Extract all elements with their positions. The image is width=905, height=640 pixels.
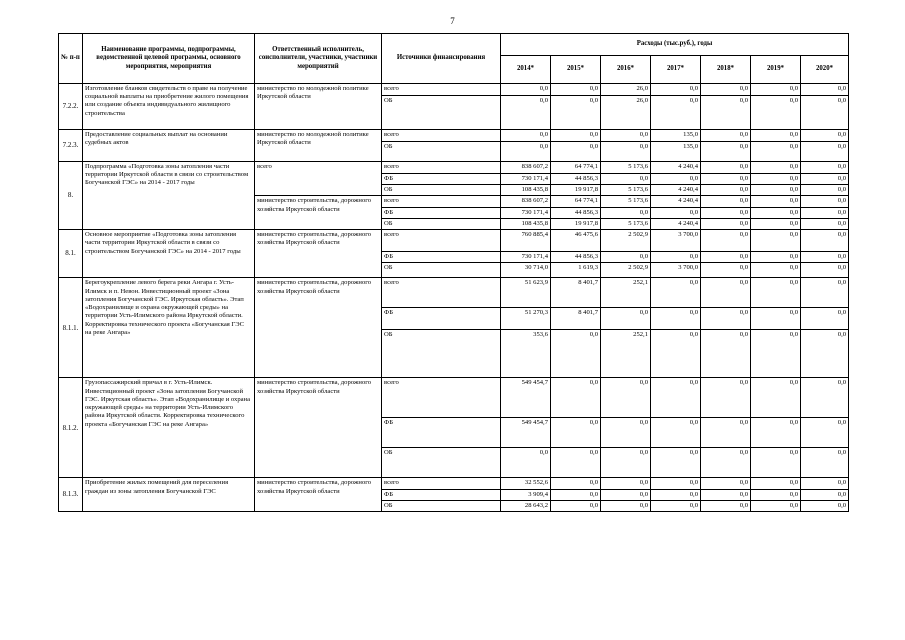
header-year: 2014* [501, 56, 551, 84]
row-value: 0,0 [551, 84, 601, 96]
row-value: 0,0 [751, 308, 801, 330]
row-value: 0,0 [601, 418, 651, 448]
row-value: 730 171,4 [501, 174, 551, 185]
row-source: всего [382, 478, 501, 489]
row-value: 0,0 [801, 263, 849, 278]
row-name: Основное мероприятие «Подготовка зоны затопления части территории Иркутской области в связи со строительством Богучанской ГЭС» на 2014 - 2017 годы [83, 230, 255, 278]
row-value: 0,0 [801, 500, 849, 511]
row-value: 0,0 [801, 252, 849, 263]
row-value: 0,0 [601, 207, 651, 218]
row-executor: министерство по молодежной политике Иркутской области [255, 130, 382, 162]
row-value: 0,0 [651, 252, 701, 263]
row-value: 0,0 [751, 174, 801, 185]
row-value: 0,0 [701, 308, 751, 330]
row-value: 0,0 [701, 489, 751, 500]
row-value: 0,0 [601, 478, 651, 489]
row-value: 0,0 [551, 142, 601, 162]
table-row [59, 84, 849, 96]
row-value: 0,0 [601, 174, 651, 185]
row-source: ФБ [382, 489, 501, 500]
row-value: 0,0 [701, 130, 751, 142]
row-number: 8.1. [59, 230, 83, 278]
row-value: 549 454,7 [501, 418, 551, 448]
row-value: 5 173,6 [601, 196, 651, 207]
row-number: 7.2.3. [59, 130, 83, 162]
row-value: 760 885,4 [501, 230, 551, 252]
row-value: 0,0 [801, 84, 849, 96]
row-value: 0,0 [701, 252, 751, 263]
row-source: всего [382, 84, 501, 96]
row-value: 2 502,9 [601, 230, 651, 252]
row-value: 0,0 [551, 96, 601, 130]
row-value: 0,0 [651, 96, 701, 130]
row-value: 0,0 [701, 418, 751, 448]
row-value: 0,0 [551, 130, 601, 142]
row-source: ФБ [382, 418, 501, 448]
row-value: 5 173,6 [601, 218, 651, 229]
row-value: 730 171,4 [501, 252, 551, 263]
row-value: 19 917,8 [551, 185, 601, 196]
row-name: Подпрограмма «Подготовка зоны затопления части территории Иркутской области в связи со строительством Богучанской ГЭС» на 2014 - 2017 годы [83, 162, 255, 230]
row-value: 0,0 [551, 489, 601, 500]
row-source: ОБ [382, 142, 501, 162]
table-row [59, 378, 849, 418]
row-value: 0,0 [601, 308, 651, 330]
row-value: 0,0 [801, 130, 849, 142]
row-value: 0,0 [601, 489, 651, 500]
row-value: 0,0 [551, 330, 601, 378]
row-value: 51 270,3 [501, 308, 551, 330]
row-value: 0,0 [651, 330, 701, 378]
row-value: 0,0 [651, 308, 701, 330]
row-value: 0,0 [701, 278, 751, 308]
header-num: № п-п [59, 34, 83, 84]
row-value: 135,0 [651, 130, 701, 142]
row-value: 51 623,9 [501, 278, 551, 308]
row-value: 5 173,6 [601, 185, 651, 196]
row-value: 46 475,6 [551, 230, 601, 252]
row-value: 838 607,2 [501, 196, 551, 207]
header-year: 2019* [751, 56, 801, 84]
row-value: 0,0 [651, 478, 701, 489]
row-value: 0,0 [551, 418, 601, 448]
row-value: 28 643,2 [501, 500, 551, 511]
row-value: 44 856,3 [551, 252, 601, 263]
row-value: 3 909,4 [501, 489, 551, 500]
row-value: 108 435,8 [501, 218, 551, 229]
row-value: 0,0 [751, 278, 801, 308]
row-value: 0,0 [701, 500, 751, 511]
row-value: 0,0 [651, 84, 701, 96]
row-value: 0,0 [651, 489, 701, 500]
row-value: 0,0 [751, 378, 801, 418]
row-value: 0,0 [601, 500, 651, 511]
row-value: 0,0 [651, 207, 701, 218]
row-value: 0,0 [701, 185, 751, 196]
row-value: 0,0 [501, 84, 551, 96]
row-value: 44 856,3 [551, 207, 601, 218]
row-number: 8.1.1. [59, 278, 83, 378]
row-value: 0,0 [751, 185, 801, 196]
row-value: 2 502,9 [601, 263, 651, 278]
row-value: 0,0 [801, 142, 849, 162]
header-year: 2017* [651, 56, 701, 84]
row-source: ФБ [382, 252, 501, 263]
row-value: 0,0 [751, 162, 801, 174]
row-value: 0,0 [701, 230, 751, 252]
row-number: 8.1.2. [59, 378, 83, 478]
row-value: 0,0 [601, 130, 651, 142]
header-source: Источники финансирования [382, 34, 501, 84]
row-value: 4 240,4 [651, 218, 701, 229]
row-value: 0,0 [701, 218, 751, 229]
row-value: 0,0 [551, 378, 601, 418]
row-value: 8 401,7 [551, 278, 601, 308]
row-value: 0,0 [801, 218, 849, 229]
row-value: 0,0 [501, 96, 551, 130]
row-value: 1 619,3 [551, 263, 601, 278]
row-value: 0,0 [801, 308, 849, 330]
row-source: всего [382, 230, 501, 252]
row-value: 0,0 [801, 96, 849, 130]
row-executor: всего [255, 162, 382, 196]
header-executor: Ответственный исполнитель, соисполнители, участники, участники мероприятий [255, 34, 382, 84]
row-value: 0,0 [701, 330, 751, 378]
row-value: 0,0 [751, 96, 801, 130]
row-value: 5 173,6 [601, 162, 651, 174]
row-value: 0,0 [701, 84, 751, 96]
row-value: 30 714,0 [501, 263, 551, 278]
row-executor: министерство по молодежной политике Иркутской области [255, 84, 382, 130]
row-value: 64 774,1 [551, 162, 601, 174]
header-expenses: Расходы (тыс.руб.), годы [501, 34, 849, 56]
row-source: ОБ [382, 448, 501, 478]
row-value: 0,0 [751, 207, 801, 218]
row-value: 0,0 [801, 207, 849, 218]
row-value: 0,0 [751, 252, 801, 263]
row-value: 0,0 [751, 448, 801, 478]
row-name: Предоставление социальных выплат на основании судебных актов [83, 130, 255, 162]
row-value: 0,0 [801, 418, 849, 448]
row-source: всего [382, 378, 501, 418]
row-value: 0,0 [751, 263, 801, 278]
row-value: 0,0 [751, 218, 801, 229]
row-value: 0,0 [701, 196, 751, 207]
row-source: всего [382, 196, 501, 207]
row-value: 0,0 [701, 448, 751, 478]
row-source: ФБ [382, 308, 501, 330]
row-value: 0,0 [651, 174, 701, 185]
row-value: 0,0 [801, 478, 849, 489]
row-number: 8. [59, 162, 83, 230]
row-value: 730 171,4 [501, 207, 551, 218]
row-number: 8.1.3. [59, 478, 83, 512]
row-source: ОБ [382, 218, 501, 229]
header-year: 2016* [601, 56, 651, 84]
row-name: Приобретение жилых помещений для переселения граждан из зоны затопления Богучанской ГЭС [83, 478, 255, 512]
row-value: 252,1 [601, 278, 651, 308]
row-value: 0,0 [701, 263, 751, 278]
row-value: 44 856,3 [551, 174, 601, 185]
row-value: 0,0 [751, 489, 801, 500]
row-value: 0,0 [751, 230, 801, 252]
row-value: 64 774,1 [551, 196, 601, 207]
row-value: 0,0 [701, 174, 751, 185]
row-value: 0,0 [651, 448, 701, 478]
row-value: 0,0 [501, 448, 551, 478]
row-source: всего [382, 278, 501, 308]
row-value: 0,0 [801, 489, 849, 500]
row-value: 0,0 [651, 500, 701, 511]
row-source: ФБ [382, 174, 501, 185]
row-value: 0,0 [551, 500, 601, 511]
row-value: 0,0 [801, 330, 849, 378]
row-value: 0,0 [751, 330, 801, 378]
row-value: 0,0 [701, 207, 751, 218]
budget-table [58, 33, 849, 512]
row-value: 0,0 [601, 252, 651, 263]
row-value: 0,0 [751, 500, 801, 511]
row-number: 7.2.2. [59, 84, 83, 130]
row-value: 0,0 [801, 448, 849, 478]
row-value: 26,0 [601, 96, 651, 130]
row-value: 0,0 [701, 96, 751, 130]
header-year: 2015* [551, 56, 601, 84]
row-value: 0,0 [701, 378, 751, 418]
row-source: ОБ [382, 330, 501, 378]
row-value: 4 240,4 [651, 196, 701, 207]
row-executor: министерство строительства, дорожного хозяйства Иркутской области [255, 230, 382, 278]
row-executor: министерство строительства, дорожного хозяйства Иркутской области [255, 478, 382, 512]
row-value: 0,0 [651, 278, 701, 308]
header-year: 2018* [701, 56, 751, 84]
row-value: 0,0 [801, 174, 849, 185]
row-value: 19 917,8 [551, 218, 601, 229]
row-value: 0,0 [651, 418, 701, 448]
row-name: Изготовление бланков свидетельств о праве на получение социальной выплаты на приобретение жилого помещения или создание объекта индивидуального жилищного строительства [83, 84, 255, 130]
row-value: 4 240,4 [651, 162, 701, 174]
row-value: 0,0 [801, 230, 849, 252]
row-executor: министерство строительства, дорожного хозяйства Иркутской области [255, 278, 382, 378]
row-value: 3 700,0 [651, 230, 701, 252]
row-value: 0,0 [751, 142, 801, 162]
row-executor: министерство строительства, дорожного хозяйства Иркутской области [255, 196, 382, 230]
table-row [59, 230, 849, 252]
table-row [59, 278, 849, 308]
row-value: 0,0 [651, 378, 701, 418]
row-source: всего [382, 130, 501, 142]
row-source: ОБ [382, 500, 501, 511]
row-value: 0,0 [551, 478, 601, 489]
row-value: 0,0 [601, 142, 651, 162]
row-value: 0,0 [801, 378, 849, 418]
row-value: 0,0 [801, 185, 849, 196]
row-value: 549 454,7 [501, 378, 551, 418]
row-value: 108 435,8 [501, 185, 551, 196]
row-value: 0,0 [801, 196, 849, 207]
row-value: 0,0 [751, 130, 801, 142]
row-value: 26,0 [601, 84, 651, 96]
row-value: 32 552,6 [501, 478, 551, 489]
row-source: ОБ [382, 96, 501, 130]
table-row [59, 130, 849, 142]
row-value: 838 607,2 [501, 162, 551, 174]
row-value: 135,0 [651, 142, 701, 162]
row-value: 0,0 [751, 84, 801, 96]
row-value: 0,0 [751, 196, 801, 207]
row-value: 0,0 [751, 478, 801, 489]
row-value: 4 240,4 [651, 185, 701, 196]
row-source: ФБ [382, 207, 501, 218]
row-name: Берегоукрепление левого берега реки Ангара г. Усть-Илимск и п. Невон. Инвестиционный проект «Зона затопления Богучанской ГЭС. Иркутская область». Этап «Водохранилище и охрана окружающей среды» на территории Усть-Илимского района Иркутской области. Корректировка технического проекта «Богучанская ГЭС на реке Ангара» [83, 278, 255, 378]
row-value: 3 700,0 [651, 263, 701, 278]
row-source: всего [382, 162, 501, 174]
row-value: 0,0 [601, 448, 651, 478]
page-number: 7 [450, 16, 455, 26]
row-source: ОБ [382, 185, 501, 196]
table-row [59, 478, 849, 489]
row-value: 0,0 [751, 418, 801, 448]
row-value: 0,0 [501, 130, 551, 142]
row-value: 0,0 [501, 142, 551, 162]
table-row [59, 162, 849, 174]
header-name: Наименование программы, подпрограммы, ведомственной целевой программы, основного мероприятия, мероприятия [83, 34, 255, 84]
header-year: 2020* [801, 56, 849, 84]
row-value: 0,0 [701, 478, 751, 489]
row-value: 0,0 [601, 378, 651, 418]
row-value: 353,6 [501, 330, 551, 378]
row-value: 0,0 [551, 448, 601, 478]
row-value: 0,0 [801, 278, 849, 308]
row-value: 0,0 [801, 162, 849, 174]
row-value: 8 401,7 [551, 308, 601, 330]
row-value: 0,0 [701, 142, 751, 162]
row-source: ОБ [382, 263, 501, 278]
row-name: Грузопассажирский причал в г. Усть-Илимск. Инвестиционный проект «Зона затопления Богучанской ГЭС. Иркутская область». Этап «Водохранилище и охрана окружающей среды» на территории Усть-Илимского района Иркутской области. Корректировка технического проекта «Богучанская ГЭС на реке Ангара» [83, 378, 255, 478]
row-value: 252,1 [601, 330, 651, 378]
row-value: 0,0 [701, 162, 751, 174]
row-executor: министерство строительства, дорожного хозяйства Иркутской области [255, 378, 382, 478]
